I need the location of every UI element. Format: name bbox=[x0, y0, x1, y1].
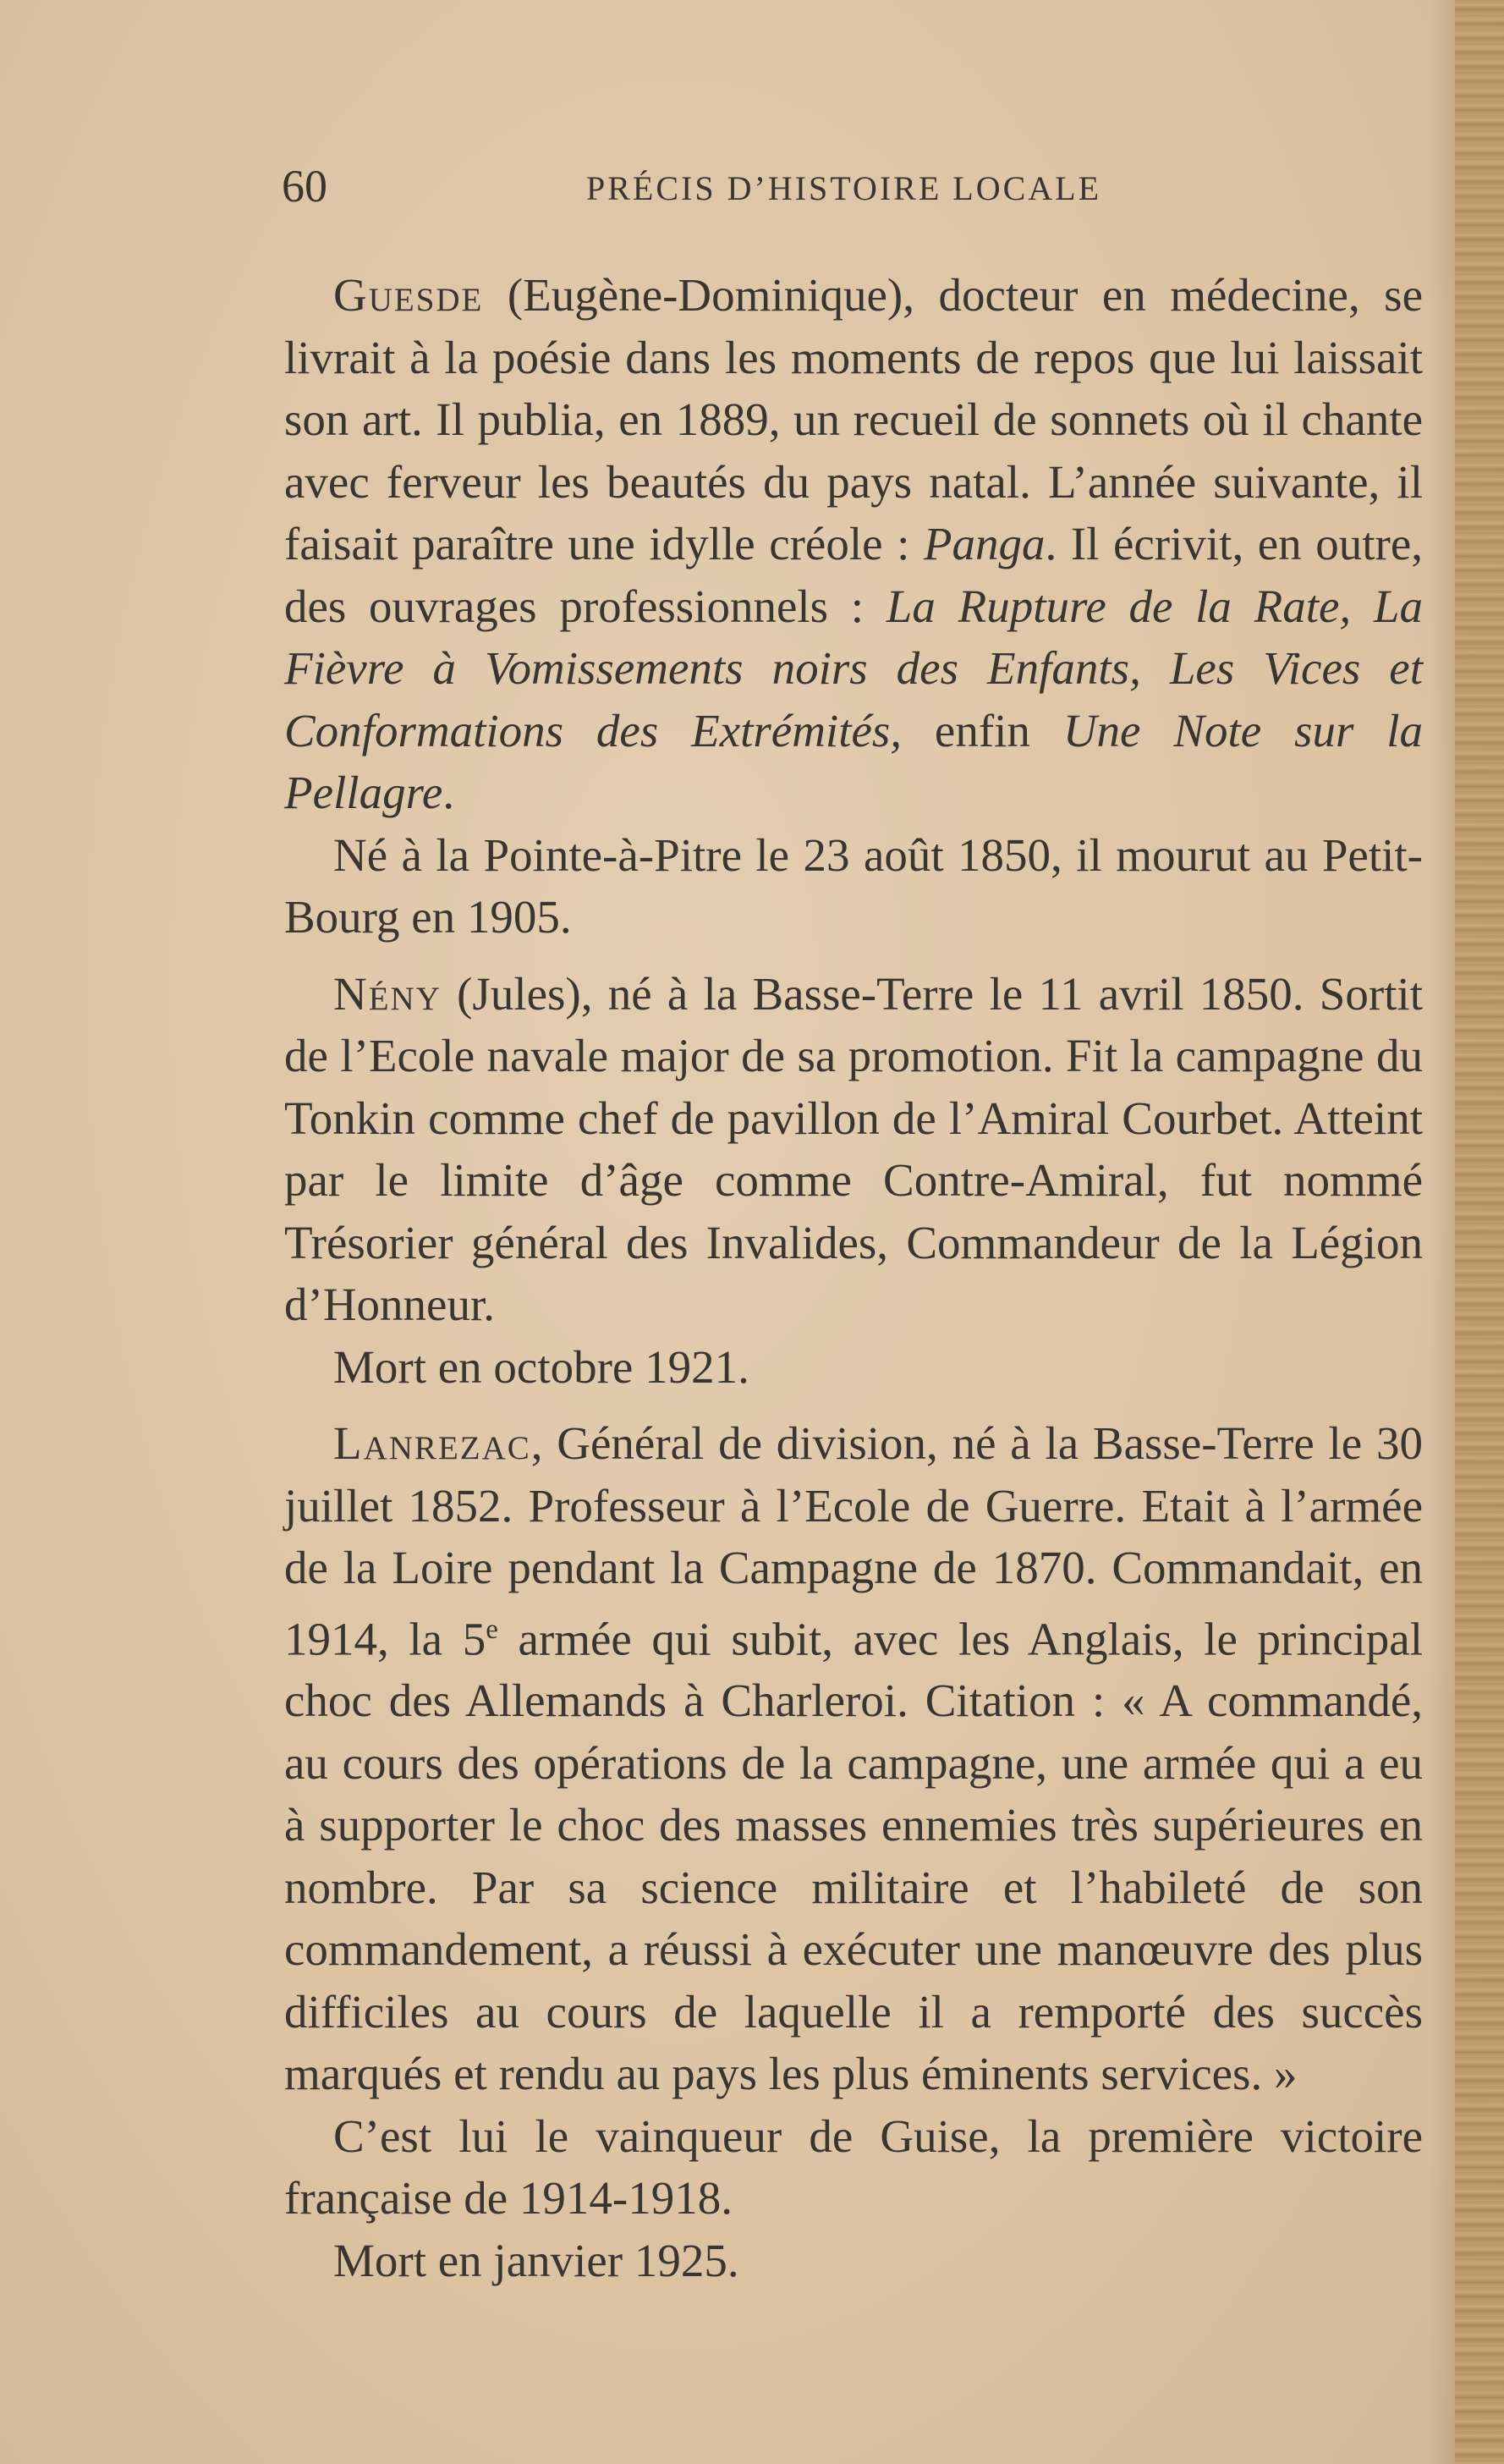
paragraph bbox=[284, 264, 1423, 824]
text-run: . Il écrivit, en outre, des ouvrages professionnels : bbox=[284, 518, 1423, 632]
paragraph bbox=[284, 2230, 1423, 2292]
text-run: . bbox=[442, 767, 455, 818]
entry-guesde bbox=[284, 264, 1423, 949]
paragraph bbox=[284, 963, 1423, 1336]
entry-lanrezac bbox=[284, 1412, 1423, 2291]
running-title: PRÉCIS D’HISTOIRE LOCALE bbox=[586, 169, 1102, 207]
text-run: armée qui subit, avec les Anglais, le principal choc des Allemands à Charleroi. Citation : « A commandé, au cours des opérations de la campagne, une armée qui a eu à supporter le choc des masses ennemies très supérieures en nombre. Par sa science militaire et l’habileté de son commandement, a réussi à exécuter une manœuvre des plus difficiles au cours de laquelle il a remporté des succès marqués et rendu au pays les plus éminents services. » bbox=[284, 1612, 1423, 2100]
paragraph bbox=[284, 824, 1423, 949]
text-run: (Jules), né à la Basse-Terre le 11 avril 1850. Sortit de l’Ecole navale major de sa promotion. Fit la campagne du Tonkin comme chef de pavillon de l’Amiral Courbet. Atteint par le limite d’âge comme Contre-Amiral, fut nommé Trésorier général des Invalides, Commandeur de la Légion d’Honneur. bbox=[284, 967, 1423, 1330]
text-run: La Rupture de la Rate, La Fièvre à Vomissements noirs des Enfants, Les Vices et Conformations des Extrémités, bbox=[284, 580, 1424, 756]
text-run: , Général de division, né à la Basse-Terre le 30 juillet 1852. Professeur à l’Ecole de Guerre. Etait à l’armée de la Loire pendant la Campagne de 1870. Commandait, en 1914, la bbox=[284, 1417, 1423, 1664]
entry-name: Lanrezac bbox=[333, 1417, 531, 1469]
text-run: enfin bbox=[902, 704, 1063, 756]
text-run: Une Note sur la Pellagre bbox=[284, 704, 1424, 818]
page-edge-shadow bbox=[1430, 0, 1455, 2464]
text-run: Mort en janvier 1925. bbox=[333, 2234, 739, 2286]
page-edge bbox=[1455, 0, 1504, 2464]
text-run: 5 bbox=[462, 1612, 486, 1664]
page-header bbox=[282, 161, 1128, 212]
entry-name: Nény bbox=[333, 967, 442, 1020]
body-text bbox=[284, 264, 1423, 2306]
page-number: 60 bbox=[282, 161, 327, 212]
text-run: C’est lui le vainqueur de Guise, la première victoire française de 1914-1918. bbox=[284, 2109, 1423, 2225]
text-run: Mort en octobre 1921. bbox=[333, 1340, 749, 1393]
entry-nény bbox=[284, 963, 1423, 1399]
text-run: e bbox=[486, 1614, 498, 1645]
text-run: Panga bbox=[923, 518, 1046, 569]
text-run: (Eugène-Dominique), docteur en médecine, se livrait à la poésie dans les moments de repos que lui laissait son art. Il publia, en 1889, un recueil de sonnets où il chante avec ferveur les beautés du pays natal. L’année suivante, il faisait paraître une idylle créole : bbox=[284, 269, 1423, 569]
paragraph bbox=[284, 2105, 1423, 2230]
paragraph bbox=[284, 1336, 1423, 1399]
text-run: Né à la Pointe-à-Pitre le 23 août 1850, il mourut au Petit-Bourg en 1905. bbox=[284, 828, 1423, 943]
entry-name: Guesde bbox=[333, 269, 484, 321]
paragraph bbox=[284, 1412, 1423, 2105]
